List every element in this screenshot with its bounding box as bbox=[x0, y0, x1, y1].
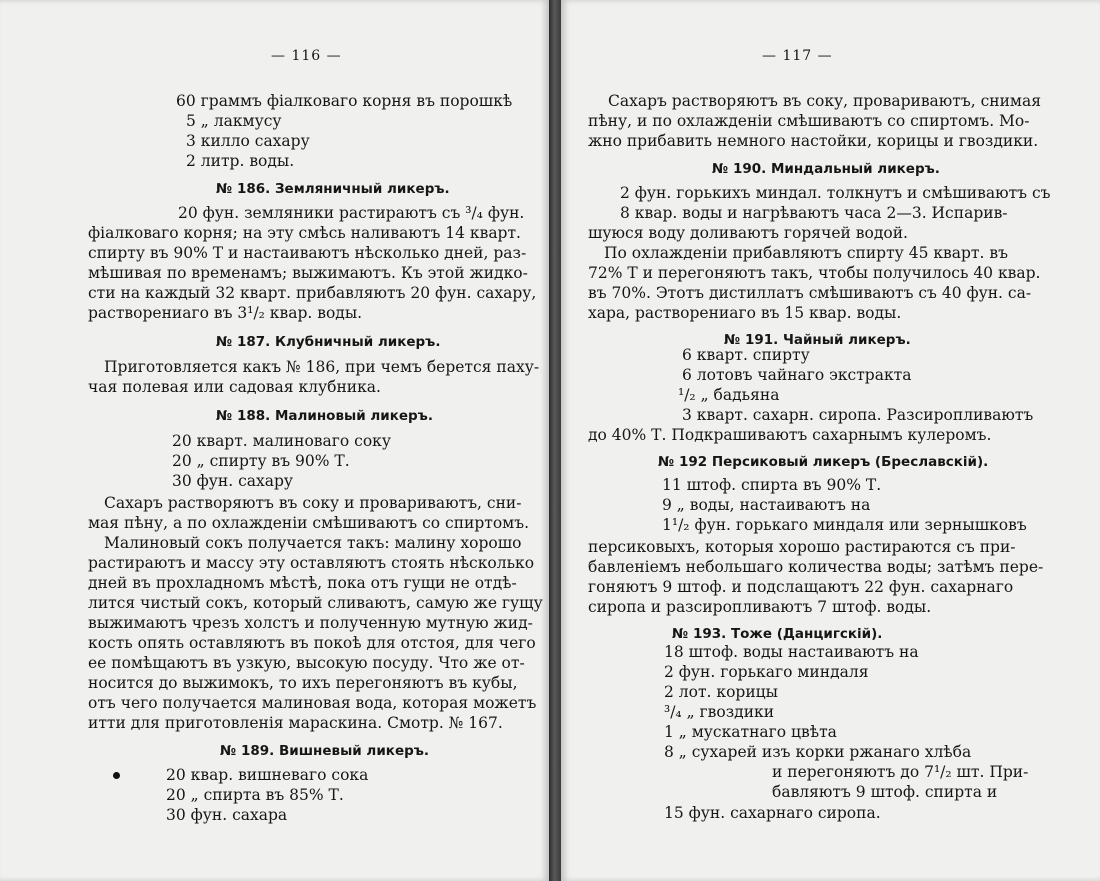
recipe-heading: № 187. Клубничный ликеръ. bbox=[216, 334, 441, 350]
text-line: 6 кварт. спирту bbox=[682, 346, 810, 364]
text-line: Сахаръ растворяютъ въ соку, провариваютъ, снимая bbox=[608, 92, 1041, 110]
text-line: 2 лот. корицы bbox=[664, 683, 778, 701]
text-line: 15 фун. сахарнаго сиропа. bbox=[664, 804, 881, 822]
recipe-heading: № 190. Миндальный ликеръ. bbox=[712, 161, 940, 177]
book-gutter bbox=[549, 0, 561, 881]
text-line: и перегоняютъ до 7¹/₂ шт. При- bbox=[772, 763, 1029, 781]
ink-blot bbox=[113, 772, 120, 779]
text-line: жно прибавить немного настойки, корицы и гвоздики. bbox=[588, 132, 1039, 150]
text-line: въ 70%. Этотъ дистиллатъ смѣшиваютъ съ 40 фун. са- bbox=[588, 284, 1032, 302]
text-line: итти для приготовленія мараскина. Смотр. № 167. bbox=[88, 714, 503, 732]
text-line: 30 фун. сахару bbox=[172, 472, 294, 490]
text-line: 6 лотовъ чайнаго экстракта bbox=[682, 366, 912, 384]
text-line: 9 „ воды, настаиваютъ на bbox=[662, 496, 871, 514]
page-number: — 116 — bbox=[271, 48, 342, 64]
text-line: кость опять оставляютъ въ покоѣ для отстоя, для чего bbox=[88, 634, 536, 652]
text-line: бавленіемъ небольшаго количества воды; затѣмъ пере- bbox=[588, 558, 1044, 576]
text-line: Приготовляется какъ № 186, при чемъ берется паху- bbox=[104, 358, 540, 376]
text-line: носится до выжимокъ, то ихъ перегоняютъ въ кубы, bbox=[88, 674, 518, 692]
text-line: выжимаютъ чрезъ холстъ и полученную мутную жид- bbox=[88, 614, 533, 632]
text-line: чая полевая или садовая клубника. bbox=[88, 378, 381, 396]
recipe-heading: № 189. Вишневый ликеръ. bbox=[220, 743, 430, 759]
text-line: 1 „ мускатнаго цвѣта bbox=[664, 723, 837, 741]
text-line: хара, растворениаго въ 15 квар. воды. bbox=[588, 304, 902, 322]
text-line: гоняютъ 9 штоф. и подслащаютъ 22 фун. сахарнаго bbox=[588, 578, 1014, 596]
page-number: — 117 — bbox=[762, 48, 833, 64]
right-page bbox=[561, 0, 1100, 881]
text-line: 72% Т и перегоняютъ такъ, чтобы получилось 40 квар. bbox=[588, 264, 1041, 282]
text-line: бавляютъ 9 штоф. спирта и bbox=[772, 783, 998, 801]
text-line: 8 квар. воды и нагрѣваютъ часа 2—3. Испарив- bbox=[620, 204, 1008, 222]
text-line: 11 штоф. спирта въ 90% Т. bbox=[662, 476, 882, 494]
text-line: до 40% Т. Подкрашиваютъ сахарнымъ кулеромъ. bbox=[588, 426, 992, 444]
recipe-heading: № 191. Чайный ликеръ. bbox=[724, 332, 911, 348]
left-page bbox=[0, 0, 549, 881]
text-line: 3 кварт. сахарн. сиропа. Разсиропливаютъ bbox=[682, 406, 1034, 424]
text-line: 3 килло сахару bbox=[186, 132, 310, 150]
text-line: 2 фун. горькихъ миндал. толкнутъ и смѣшиваютъ съ bbox=[620, 184, 1051, 202]
text-line: 20 „ спирту въ 90% Т. bbox=[172, 452, 350, 470]
text-line: ³/₄ „ гвоздики bbox=[664, 703, 775, 721]
recipe-heading: № 188. Малиновый ликеръ. bbox=[216, 408, 433, 424]
text-line: Сахаръ растворяютъ въ соку и провариваютъ, сни- bbox=[104, 494, 522, 512]
text-line: 20 кварт. малиноваго соку bbox=[172, 432, 391, 450]
text-line: пѣну, и по охлажденіи смѣшиваютъ со спиртомъ. Мо- bbox=[588, 112, 1030, 130]
text-line: растираютъ и массу эту оставляютъ стоять нѣсколько bbox=[88, 554, 535, 572]
text-line: спирту въ 90% Т и настаиваютъ нѣсколько дней, раз- bbox=[88, 244, 527, 262]
text-line: Малиновый сокъ получается такъ: малину хорошо bbox=[104, 534, 522, 552]
text-line: 5 „ лакмусу bbox=[186, 112, 282, 130]
text-line: сти на каждый 32 кварт. прибавляютъ 20 фун. сахару, bbox=[88, 284, 537, 302]
text-line: 30 фун. сахара bbox=[166, 806, 288, 824]
text-line: растворениаго въ 3¹/₂ квар. воды. bbox=[88, 304, 363, 322]
text-line: 18 штоф. воды настаиваютъ на bbox=[664, 643, 919, 661]
text-line: 20 фун. земляники растираютъ съ ³/₄ фун. bbox=[178, 204, 525, 222]
text-line: персиковыхъ, которыя хорошо растираются съ при- bbox=[588, 538, 1016, 556]
recipe-heading: № 192 Персиковый ликеръ (Бреславскій). bbox=[658, 454, 989, 470]
text-line: фіалковаго корня; на эту смѣсь наливаютъ 14 кварт. bbox=[88, 224, 521, 242]
text-line: сиропа и разсиропливаютъ 7 штоф. воды. bbox=[588, 598, 932, 616]
text-line: 60 граммъ фіалковаго корня въ порошкѣ bbox=[176, 92, 513, 110]
text-line: лится чистый сокъ, который сливаютъ, самую же гущу bbox=[88, 594, 543, 612]
text-line: мая пѣну, а по охлажденіи смѣшиваютъ со спиртомъ. bbox=[88, 514, 530, 532]
text-line: шуюся воду доливаютъ горячей водой. bbox=[588, 224, 908, 242]
text-line: 2 литр. воды. bbox=[186, 152, 295, 170]
text-line: 2 фун. горькаго миндаля bbox=[664, 663, 869, 681]
text-line: 1¹/₂ фун. горькаго миндаля или зернышковъ bbox=[662, 516, 1027, 534]
text-line: ¹/₂ „ бадьяна bbox=[678, 386, 780, 404]
text-line: 8 „ сухарей изъ корки ржанаго хлѣба bbox=[664, 743, 972, 761]
recipe-heading: № 193. Тоже (Данцигскій). bbox=[672, 626, 883, 642]
recipe-heading: № 186. Земляничный ликеръ. bbox=[216, 181, 450, 197]
text-line: мѣшивая по временамъ; выжимаютъ. Къ этой жидко- bbox=[88, 264, 528, 282]
text-line: отъ чего получается малиновая вода, которая можетъ bbox=[88, 694, 537, 712]
text-line: 20 „ спирта въ 85% Т. bbox=[166, 786, 344, 804]
text-line: По охлажденіи прибавляютъ спирту 45 кварт. въ bbox=[604, 244, 1008, 262]
text-line: 20 квар. вишневаго сока bbox=[166, 766, 369, 784]
text-line: ее помѣщаютъ въ узкую, высокую посуду. Что же от- bbox=[88, 654, 525, 672]
text-line: дней въ прохладномъ мѣстѣ, пока отъ гущи не отдѣ- bbox=[88, 574, 517, 592]
